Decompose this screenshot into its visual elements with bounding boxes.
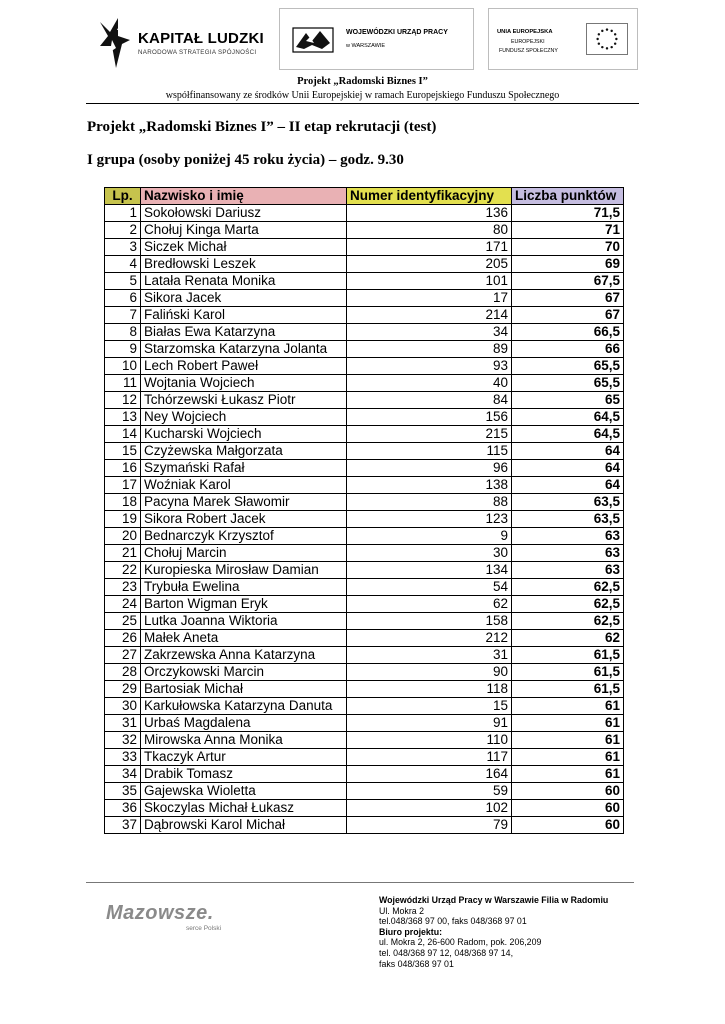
- row-name: Czyżewska Małgorzata: [141, 443, 347, 460]
- row-name: Bartosiak Michał: [141, 681, 347, 698]
- row-id: 31: [347, 647, 512, 664]
- row-id: 15: [347, 698, 512, 715]
- row-points: 61: [512, 732, 624, 749]
- row-points: 65,5: [512, 375, 624, 392]
- table-row: [105, 307, 624, 324]
- table-row: [105, 800, 624, 817]
- row-name: Barton Wigman Eryk: [141, 596, 347, 613]
- kapital-ludzki-star-icon: [96, 16, 132, 72]
- footer-bureau-phone: tel. 048/368 97 12, 048/368 97 14,: [379, 947, 514, 958]
- column-header-id: Numer identyfikacyjny: [347, 188, 512, 205]
- row-points: 67: [512, 290, 624, 307]
- eu-fund-line1: EUROPEJSKI: [511, 39, 545, 45]
- row-points: 65,5: [512, 358, 624, 375]
- row-name: Skoczylas Michał Łukasz: [141, 800, 347, 817]
- eu-fund-line2: FUNDUSZ SPOŁECZNY: [499, 48, 558, 54]
- row-lp: 12: [105, 392, 141, 409]
- row-lp: 25: [105, 613, 141, 630]
- row-lp: 24: [105, 596, 141, 613]
- table-row: [105, 579, 624, 596]
- kapital-ludzki-subtitle: NARODOWA STRATEGIA SPÓJNOŚCI: [138, 49, 257, 56]
- eu-logo: [488, 8, 638, 70]
- row-id: 88: [347, 494, 512, 511]
- row-points: 66: [512, 341, 624, 358]
- row-lp: 9: [105, 341, 141, 358]
- table-row: [105, 511, 624, 528]
- row-name: Lutka Joanna Wiktoria: [141, 613, 347, 630]
- document-title: Projekt „Radomski Biznes I” – II etap rekrutacji (test): [87, 119, 437, 135]
- row-id: 171: [347, 239, 512, 256]
- row-name: Trybuła Ewelina: [141, 579, 347, 596]
- row-name: Karkułowska Katarzyna Danuta: [141, 698, 347, 715]
- row-name: Dąbrowski Karol Michał: [141, 817, 347, 834]
- mazowsze-wordmark: Mazowsze.: [106, 902, 214, 924]
- row-name: Sikora Jacek: [141, 290, 347, 307]
- row-name: Chołuj Kinga Marta: [141, 222, 347, 239]
- row-name: Drabik Tomasz: [141, 766, 347, 783]
- table-row: [105, 324, 624, 341]
- row-id: 54: [347, 579, 512, 596]
- row-lp: 37: [105, 817, 141, 834]
- table-row: [105, 630, 624, 647]
- table-row: [105, 290, 624, 307]
- document-subtitle: I grupa (osoby poniżej 45 roku życia) – godz. 9.30: [87, 152, 404, 168]
- kapital-ludzki-title: KAPITAŁ LUDZKI: [138, 30, 264, 47]
- row-name: Siczek Michał: [141, 239, 347, 256]
- footer-bureau-fax: faks 048/368 97 01: [379, 958, 454, 969]
- row-id: 138: [347, 477, 512, 494]
- row-lp: 36: [105, 800, 141, 817]
- row-lp: 26: [105, 630, 141, 647]
- row-lp: 23: [105, 579, 141, 596]
- table-row: [105, 460, 624, 477]
- row-lp: 16: [105, 460, 141, 477]
- table-row: [105, 443, 624, 460]
- row-name: Gajewska Wioletta: [141, 783, 347, 800]
- row-points: 69: [512, 256, 624, 273]
- footer-bureau-address: ul. Mokra 2, 26-600 Radom, pok. 206,209: [379, 937, 542, 948]
- row-id: 62: [347, 596, 512, 613]
- table-row: [105, 817, 624, 834]
- row-lp: 31: [105, 715, 141, 732]
- row-name: Tkaczyk Artur: [141, 749, 347, 766]
- row-points: 64,5: [512, 426, 624, 443]
- row-name: Kuropieska Mirosław Damian: [141, 562, 347, 579]
- footer-contact: [379, 895, 608, 969]
- wup-subtitle: w WARSZAWIE: [346, 43, 386, 49]
- results-table: [104, 187, 624, 834]
- footer-contact-phone: tel.048/368 97 00, faks 048/368 97 01: [379, 916, 527, 927]
- row-id: 40: [347, 375, 512, 392]
- table-row: [105, 477, 624, 494]
- row-name: Szymański Rafał: [141, 460, 347, 477]
- row-points: 60: [512, 800, 624, 817]
- row-points: 64,5: [512, 409, 624, 426]
- table-row: [105, 766, 624, 783]
- row-name: Urbaś Magdalena: [141, 715, 347, 732]
- row-id: 215: [347, 426, 512, 443]
- row-name: Bredłowski Leszek: [141, 256, 347, 273]
- row-lp: 21: [105, 545, 141, 562]
- row-points: 63,5: [512, 511, 624, 528]
- row-id: 214: [347, 307, 512, 324]
- row-id: 123: [347, 511, 512, 528]
- row-name: Sokołowski Dariusz: [141, 205, 347, 222]
- wup-mark-icon: [292, 27, 334, 53]
- kapital-ludzki-logo: [96, 14, 266, 76]
- row-lp: 30: [105, 698, 141, 715]
- row-points: 61: [512, 698, 624, 715]
- row-lp: 1: [105, 205, 141, 222]
- row-points: 63: [512, 562, 624, 579]
- row-points: 60: [512, 783, 624, 800]
- row-lp: 17: [105, 477, 141, 494]
- row-points: 63,5: [512, 494, 624, 511]
- table-row: [105, 409, 624, 426]
- row-id: 30: [347, 545, 512, 562]
- table-row: [105, 205, 624, 222]
- row-points: 61,5: [512, 664, 624, 681]
- column-header-points: Liczba punktów: [512, 188, 624, 205]
- row-name: Woźniak Karol: [141, 477, 347, 494]
- row-id: 158: [347, 613, 512, 630]
- row-name: Faliński Karol: [141, 307, 347, 324]
- row-lp: 2: [105, 222, 141, 239]
- row-lp: 14: [105, 426, 141, 443]
- row-lp: 35: [105, 783, 141, 800]
- row-id: 34: [347, 324, 512, 341]
- row-points: 67: [512, 307, 624, 324]
- table-row: [105, 273, 624, 290]
- header-cofinancing: współfinansowany ze środków Unii Europejskiej w ramach Europejskiego Funduszu Społecznego: [165, 90, 560, 101]
- row-id: 164: [347, 766, 512, 783]
- row-points: 63: [512, 528, 624, 545]
- row-lp: 8: [105, 324, 141, 341]
- row-name: Sikora Robert Jacek: [141, 511, 347, 528]
- row-points: 62,5: [512, 579, 624, 596]
- table-row: [105, 596, 624, 613]
- row-lp: 34: [105, 766, 141, 783]
- table-row: [105, 341, 624, 358]
- row-points: 65: [512, 392, 624, 409]
- row-id: 101: [347, 273, 512, 290]
- column-header-lp: Lp.: [105, 188, 141, 205]
- row-points: 67,5: [512, 273, 624, 290]
- wup-title: WOJEWÓDZKI URZĄD PRACY: [346, 29, 448, 36]
- column-header-name: Nazwisko i imię: [141, 188, 347, 205]
- footer-address: Ul. Mokra 2: [379, 905, 424, 916]
- footer-office: Wojewódzki Urząd Pracy w Warszawie Filia w Radomiu: [379, 895, 609, 905]
- row-id: 9: [347, 528, 512, 545]
- row-lp: 5: [105, 273, 141, 290]
- row-lp: 22: [105, 562, 141, 579]
- row-lp: 3: [105, 239, 141, 256]
- table-row: [105, 749, 624, 766]
- table-row: [105, 613, 624, 630]
- row-id: 79: [347, 817, 512, 834]
- header-divider: [86, 103, 639, 104]
- row-id: 110: [347, 732, 512, 749]
- row-points: 63: [512, 545, 624, 562]
- row-name: Pacyna Marek Sławomir: [141, 494, 347, 511]
- row-id: 102: [347, 800, 512, 817]
- row-lp: 20: [105, 528, 141, 545]
- row-id: 93: [347, 358, 512, 375]
- row-name: Zakrzewska Anna Katarzyna: [141, 647, 347, 664]
- table-header-row: [105, 188, 624, 205]
- row-points: 62,5: [512, 596, 624, 613]
- eu-flag-icon: [586, 23, 628, 55]
- row-points: 61: [512, 766, 624, 783]
- footer-bureau-label: Biuro projektu:: [379, 926, 443, 937]
- row-lp: 32: [105, 732, 141, 749]
- row-id: 134: [347, 562, 512, 579]
- row-name: Latała Renata Monika: [141, 273, 347, 290]
- table-row: [105, 494, 624, 511]
- row-points: 61,5: [512, 681, 624, 698]
- row-name: Wojtania Wojciech: [141, 375, 347, 392]
- row-id: 96: [347, 460, 512, 477]
- row-points: 71,5: [512, 205, 624, 222]
- row-points: 64: [512, 443, 624, 460]
- eu-title: UNIA EUROPEJSKA: [497, 29, 553, 35]
- table-row: [105, 698, 624, 715]
- row-name: Bednarczyk Krzysztof: [141, 528, 347, 545]
- row-id: 205: [347, 256, 512, 273]
- row-lp: 13: [105, 409, 141, 426]
- row-name: Białas Ewa Katarzyna: [141, 324, 347, 341]
- row-id: 59: [347, 783, 512, 800]
- table-row: [105, 647, 624, 664]
- row-points: 60: [512, 817, 624, 834]
- row-id: 90: [347, 664, 512, 681]
- table-row: [105, 392, 624, 409]
- row-id: 117: [347, 749, 512, 766]
- row-points: 62: [512, 630, 624, 647]
- mazowsze-logo: [106, 902, 236, 938]
- row-lp: 10: [105, 358, 141, 375]
- table-row: [105, 783, 624, 800]
- row-lp: 18: [105, 494, 141, 511]
- row-points: 64: [512, 460, 624, 477]
- row-points: 61: [512, 749, 624, 766]
- row-lp: 11: [105, 375, 141, 392]
- table-row: [105, 239, 624, 256]
- row-lp: 19: [105, 511, 141, 528]
- row-lp: 33: [105, 749, 141, 766]
- row-points: 62,5: [512, 613, 624, 630]
- row-name: Kucharski Wojciech: [141, 426, 347, 443]
- row-id: 80: [347, 222, 512, 239]
- footer-divider: [86, 882, 634, 883]
- row-name: Starzomska Katarzyna Jolanta: [141, 341, 347, 358]
- row-id: 212: [347, 630, 512, 647]
- mazowsze-tagline: serce Polski: [186, 925, 222, 932]
- row-lp: 7: [105, 307, 141, 324]
- row-id: 84: [347, 392, 512, 409]
- row-id: 136: [347, 205, 512, 222]
- row-lp: 27: [105, 647, 141, 664]
- row-name: Lech Robert Paweł: [141, 358, 347, 375]
- table-row: [105, 375, 624, 392]
- table-row: [105, 528, 624, 545]
- row-name: Mirowska Anna Monika: [141, 732, 347, 749]
- table-row: [105, 664, 624, 681]
- header-project-name: Projekt „Radomski Biznes I”: [297, 76, 428, 87]
- row-id: 89: [347, 341, 512, 358]
- row-lp: 6: [105, 290, 141, 307]
- row-lp: 29: [105, 681, 141, 698]
- table-row: [105, 732, 624, 749]
- row-lp: 15: [105, 443, 141, 460]
- table-row: [105, 426, 624, 443]
- table-row: [105, 562, 624, 579]
- row-lp: 28: [105, 664, 141, 681]
- row-points: 71: [512, 222, 624, 239]
- row-name: Małek Aneta: [141, 630, 347, 647]
- row-points: 66,5: [512, 324, 624, 341]
- wup-logo: [279, 8, 474, 70]
- row-name: Orczykowski Marcin: [141, 664, 347, 681]
- table-row: [105, 256, 624, 273]
- row-id: 115: [347, 443, 512, 460]
- row-id: 156: [347, 409, 512, 426]
- row-id: 91: [347, 715, 512, 732]
- results-body: [105, 205, 624, 834]
- table-row: [105, 358, 624, 375]
- row-name: Ney Wojciech: [141, 409, 347, 426]
- row-id: 118: [347, 681, 512, 698]
- row-points: 61: [512, 715, 624, 732]
- table-row: [105, 715, 624, 732]
- row-points: 61,5: [512, 647, 624, 664]
- row-points: 64: [512, 477, 624, 494]
- table-row: [105, 222, 624, 239]
- row-name: Tchórzewski Łukasz Piotr: [141, 392, 347, 409]
- table-row: [105, 681, 624, 698]
- table-row: [105, 545, 624, 562]
- row-lp: 4: [105, 256, 141, 273]
- row-points: 70: [512, 239, 624, 256]
- row-id: 17: [347, 290, 512, 307]
- row-name: Chołuj Marcin: [141, 545, 347, 562]
